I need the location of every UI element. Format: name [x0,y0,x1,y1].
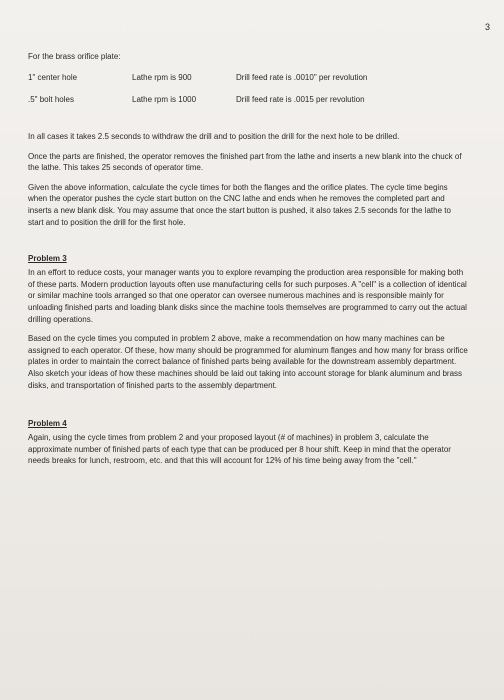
problem3-paragraph-1: In an effort to reduce costs, your manager wants you to explore revamping the production area responsible for making both of these parts. Modern production layouts often use manufacturing cells for such purposes. A "cell" is a collection of identical or similar machine tools arranged so that one operator can oversee numerous machines and is responsible mainly for unloading finished parts and loading blank disks since the machine tools themselves are programmed to carry out the actual drilling operations. [28,268,467,324]
document-content [28,52,468,467]
paragraph-given: Given the above information, calculate the cycle times for both the flanges and the orifice plates. The cycle time begins when the operator pushes the cycle start button on the CNC lathe and ends when he removes the completed part and inserts a new blank disk. You may assume that once the start button is pushed, it also takes 2.5 seconds for the lathe to start and to position the drill for the first hole. [28,182,451,227]
spec-row [28,95,367,117]
spec-lathe-rpm: Lathe rpm is 1000 [132,95,197,104]
problem4-paragraph-1: Again, using the cycle times from problem 2 and your proposed layout (# of machines) in problem 3, calculate the approximate number of finished parts of each type that can be produced per 8 hour shift. Keep in mind that the operator needs breaks for lunch, restroom, etc. and that this will account for 12% of his time being away from the "cell." [28,433,451,466]
problem3-heading: Problem 3 [28,254,67,264]
spec-lathe-rpm: Lathe rpm is 900 [132,73,192,82]
spec-feature: .5" bolt holes [28,95,74,104]
problem3-paragraph-2: Based on the cycle times you computed in problem 2 above, make a recommendation on how many machines can be assigned to each operator. Of these, how many should be programmed for aluminum flanges and how many for brass orifice plates in order to maintain the correct balance of finished parts being available for the downstream assembly department. Also sketch your ideas of how these machines should be laid out taking into account storage for blank aluminum and brass disks, and transportation of finished parts to the assembly department. [28,334,468,390]
page-number: 3 [484,22,490,32]
spec-feature: 1" center hole [28,73,78,82]
spec-table [28,73,367,117]
problem4-heading: Problem 4 [28,419,67,429]
spec-row [28,73,367,95]
spec-feed-rate: Drill feed rate is .0010" per revolution [236,73,368,82]
spec-feed-rate: Drill feed rate is .0015 per revolution [236,95,365,104]
paragraph-finished: Once the parts are finished, the operator removes the finished part from the lathe and inserts a new blank into the chuck of the lathe. This takes 25 seconds of operator time. [28,151,462,173]
paragraph-withdraw: In all cases it takes 2.5 seconds to withdraw the drill and to position the drill for the next hole to be drilled. [28,132,400,141]
intro-title: For the brass orifice plate: [28,52,121,61]
